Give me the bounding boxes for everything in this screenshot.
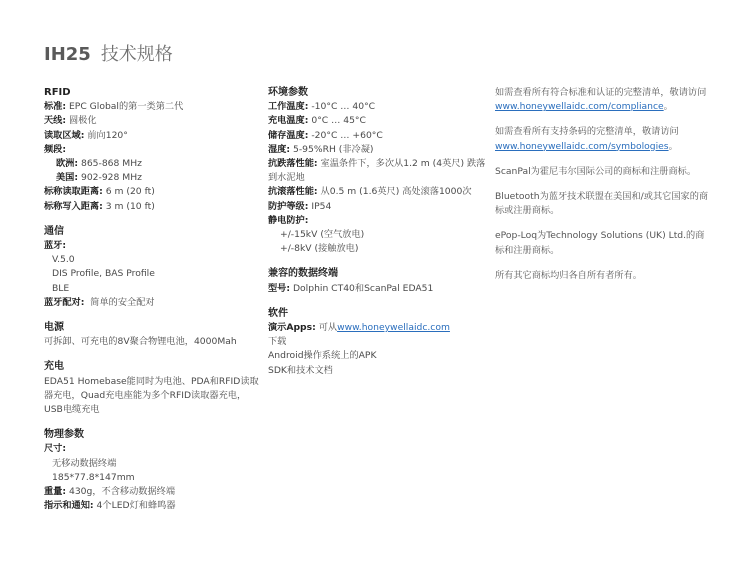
env-heading: 环境参数 (268, 87, 308, 98)
size-value: 185*77.8*147mm (52, 471, 135, 483)
spec-column-2 (268, 86, 488, 378)
bluetooth-profiles: DIS Profile, BAS Profile (52, 268, 155, 280)
software-heading: 软件 (268, 307, 288, 319)
comm-heading: 通信 (44, 225, 64, 237)
demo-apps: 演示Apps: 可从www.honeywellaidc.com (268, 322, 450, 334)
ip-rating: 防护等级: IP54 (268, 200, 332, 212)
esd-air: +/-15kV (空气放电) (280, 229, 365, 241)
esd-label: 静电防护: (268, 214, 309, 226)
rfid-band-eu: 欧洲: 865-868 MHz (56, 158, 142, 170)
physical-heading: 物理参数 (44, 429, 84, 441)
bluetooth-ble: BLE (52, 282, 70, 294)
software-apk: Android操作系统上的APK (268, 350, 377, 362)
compliance-link[interactable]: www.honeywellaidc.com/compliance (495, 101, 664, 113)
epop-trademark: ePop-Loq为Technology Solutions (UK) Ltd.的商标和注册商标。 (495, 230, 705, 256)
bluetooth-version: V.5.0 (52, 254, 75, 266)
demo-apps-link[interactable]: www.honeywellaidc.com (337, 322, 450, 334)
bluetooth-pairing: 蓝牙配对: 简单的安全配对 (44, 296, 155, 308)
humidity: 湿度: 5-95%RH (非冷凝) (268, 143, 374, 155)
storage-temp: 储存温度: -20°C … +60°C (268, 129, 383, 141)
rfid-antenna: 天线: 圆极化 (44, 115, 97, 127)
demo-apps-download: 下载 (268, 336, 287, 348)
compat-models: 型号: Dolphin CT40和ScanPal EDA51 (268, 282, 434, 294)
symbologies-link[interactable]: www.honeywellaidc.com/symbologies (495, 140, 669, 152)
compliance-note: 如需查看所有符合标准和认证的完整清单，敬请访问www.honeywellaidc.com/compliance。 (495, 87, 707, 113)
rfid-standard: 标准: EPC Global的第一类第二代 (44, 101, 184, 113)
operating-temp: 工作温度: -10°C … 40°C (268, 101, 376, 113)
compat-heading: 兼容的数据终端 (268, 268, 338, 280)
bluetooth-trademark: Bluetooth为蓝牙技术联盟在美国和/或其它国家的商标或注册商标。 (495, 191, 709, 217)
charging-temp: 充电温度: 0°C … 45°C (268, 115, 366, 127)
rfid-read-distance: 标称读取距离: 6 m (20 ft) (44, 186, 155, 198)
weight: 重量: 430g，不含移动数据终端 (44, 486, 176, 498)
model-name: IH25 (44, 44, 91, 65)
rfid-band-us: 美国: 902-928 MHz (56, 172, 142, 184)
title-text: 技术规格 (100, 44, 173, 65)
power-heading: 电源 (44, 322, 64, 334)
size-desc: 无移动数据终端 (52, 457, 117, 469)
page-title (44, 40, 173, 66)
charging-heading: 充电 (44, 361, 64, 373)
symbologies-note: 如需查看所有支持条码的完整清单，敬请访问www.honeywellaidc.com/symbologies。 (495, 126, 679, 152)
spec-column-1 (44, 86, 259, 513)
software-sdk: SDK和技术文档 (268, 364, 333, 376)
power-text: 可拆卸、可充电的8V聚合物锂电池，4000Mah (44, 336, 237, 348)
bluetooth-label: 蓝牙: (44, 240, 67, 252)
rfid-band: 频段: (44, 143, 67, 155)
rfid-read-area: 读取区域: 前向120° (44, 129, 128, 141)
rfid-heading: RFID (44, 87, 71, 98)
tumble-spec: 抗滚落性能: 从0.5 m (1.6英尺) 高处滚落1000次 (268, 186, 472, 198)
notes-column (495, 86, 710, 294)
esd-contact: +/-8kV (接触放电) (280, 243, 359, 255)
other-trademarks: 所有其它商标均归各自所有者所有。 (495, 269, 642, 281)
indicators: 指示和通知: 4个LED灯和蜂鸣器 (44, 500, 176, 512)
size-label: 尺寸: (44, 443, 67, 455)
charging-text: EDA51 Homebase能同时为电池、PDA和RFID读取器充电，Quad充电座能为多个RFID读取器充电，USB电缆充电 (44, 375, 259, 416)
scanpal-trademark: ScanPal为霍尼韦尔国际公司的商标和注册商标。 (495, 165, 697, 177)
drop-spec: 抗跌落性能: 室温条件下，多次从1.2 m (4英尺) 跌落到水泥地 (268, 158, 486, 184)
rfid-write-distance: 标称写入距离: 3 m (10 ft) (44, 200, 155, 212)
